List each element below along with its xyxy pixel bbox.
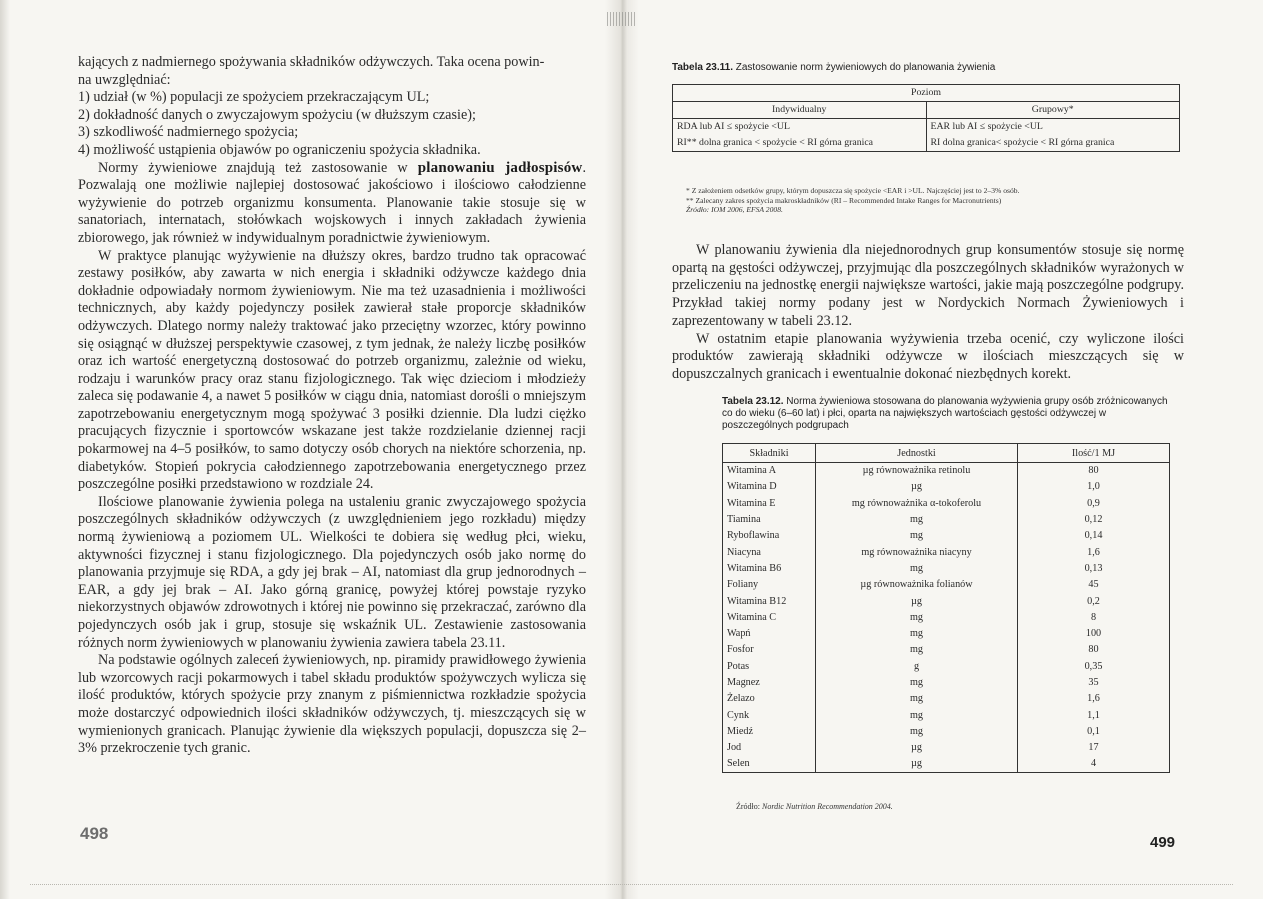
nutrient-cell: Witamina B12	[723, 593, 816, 609]
paragraph-quantitative: Ilościowe planowanie żywienia polega na ustaleniu granic zwyczajowego spożycia poszczególnych składników odżywczych (z uwzględnieniem jego rozkładu) między normą żywieniową a poziomem UL. Wielkości te dobiera się według płci, wieku, aktywności fizycznej i stanu fizjologicznego. Dla pojedynczych osób jako normę do planowania przyjmuje się RDA, a gdy jej brak – AI, natomiast dla grup jednorodnych – EAR, a gdy jej brak – AI. Jako górną granicę, powyżej której powstaje ryzyko niekorzystnych objawów zdrowotnych i której nie powinno się przekraczać, zarówno dla pojedynczych osób jak i grup, stosuje się wskaźnik UL. Zestawienie zastosowania różnych norm żywieniowych w planowaniu żywienia zawiera tabela 23.11.	[78, 493, 586, 651]
nutrient-cell: Ryboflawina	[723, 528, 816, 544]
table1-cell: EAR lub AI ≤ spożycie <UL	[926, 119, 1180, 136]
amount-cell: 1,1	[1018, 707, 1170, 723]
paragraph-density-norm: W planowaniu żywienia dla niejednorodnych grup konsumentów stosuje się normę opartą na gęstości odżywczej, przyjmując dla poszczególnych składników wyrażonych w przeliczeniu na jednostkę energii największe wartości, jakie mają poszczególne podgrupy. Przykład takiej normy podany jest w Nordyckich Normach Żywieniowych i zaprezentowany w tabeli 23.12.	[672, 242, 1184, 329]
table-row	[723, 658, 1170, 674]
unit-cell: mg	[816, 691, 1018, 707]
table-row	[723, 625, 1170, 641]
unit-cell: mg	[816, 707, 1018, 723]
table-23-12	[722, 443, 1170, 773]
list-item: 3) szkodliwość nadmiernego spożycia;	[78, 124, 299, 141]
amount-cell: 0,12	[1018, 511, 1170, 527]
table-row	[723, 495, 1170, 511]
table1-cell: RDA lub AI ≤ spożycie <UL	[673, 119, 927, 136]
amount-cell: 0,2	[1018, 593, 1170, 609]
left-body-text	[78, 54, 586, 758]
table1-notes	[676, 186, 1186, 215]
nutrient-cell: Potas	[723, 658, 816, 674]
continued-line: kających z nadmiernego spożywania składników odżywczych. Taka ocena powin- na uwzględniać:	[78, 54, 545, 88]
nutrient-cell: Witamina D	[723, 479, 816, 495]
table-row	[723, 674, 1170, 690]
page-number-right: 499	[1150, 834, 1176, 851]
unit-cell: mg	[816, 723, 1018, 739]
table1-footnote: * Z założeniem odsetków grupy, którym dopuszcza się spożycie <EAR i >UL. Najczęściej jest to 2–3% osób.	[686, 186, 1020, 195]
table-row	[723, 593, 1170, 609]
amount-cell: 35	[1018, 674, 1170, 690]
nutrient-cell: Fosfor	[723, 642, 816, 658]
amount-cell: 1,0	[1018, 479, 1170, 495]
amount-cell: 80	[1018, 642, 1170, 658]
unit-cell: mg	[816, 609, 1018, 625]
unit-cell: mg	[816, 674, 1018, 690]
amount-cell: 80	[1018, 463, 1170, 479]
unit-cell: µg	[816, 740, 1018, 756]
unit-cell: mg równoważnika niacyny	[816, 544, 1018, 560]
table-row	[723, 707, 1170, 723]
unit-cell: µg	[816, 593, 1018, 609]
table1-cell: RI** dolna granica < spożycie < RI górna granica	[673, 135, 927, 152]
amount-cell: 0,35	[1018, 658, 1170, 674]
page-number-left: 498	[80, 824, 109, 843]
nutrient-cell: Witamina C	[723, 609, 816, 625]
list-item: 1) udział (w %) populacji ze spożyciem przekraczającym UL;	[78, 89, 430, 106]
nutrient-cell: Tiamina	[723, 511, 816, 527]
unit-cell: mg	[816, 642, 1018, 658]
nutrient-cell: Foliany	[723, 577, 816, 593]
table-row	[723, 511, 1170, 527]
unit-cell: µg równoważnika folianów	[816, 577, 1018, 593]
amount-cell: 8	[1018, 609, 1170, 625]
table1-cell: RI dolna granica< spożycie < RI górna granica	[926, 135, 1180, 152]
amount-cell: 0,9	[1018, 495, 1170, 511]
table2-header: Składniki	[723, 444, 816, 463]
table-row	[723, 560, 1170, 576]
nutrient-cell: Selen	[723, 756, 816, 772]
nutrient-cell: Jod	[723, 740, 816, 756]
list-item: 2) dokładność danych o zwyczajowym spożyciu (w dłuższym czasie);	[78, 106, 476, 123]
table2-source: Źródło: Nordic Nutrition Recommendation 2004.	[736, 802, 893, 811]
nutrient-cell: Witamina B6	[723, 560, 816, 576]
scan-mark	[607, 12, 637, 26]
nutrient-cell: Witamina A	[723, 463, 816, 479]
amount-cell: 0,13	[1018, 560, 1170, 576]
unit-cell: mg równoważnika α-tokoferolu	[816, 495, 1018, 511]
paragraph-recommendations: Na podstawie ogólnych zaleceń żywieniowych, np. piramidy prawidłowego żywienia lub wzorcowych racji pokarmowych i tabel składu produktów spożywczych wylicza się ilość produktów, których spożycie przy znanym z piśmiennictwa rozkładzie spożycia może dostarczyć odpowiednich ilości składników odżywczych, tj. mieszczących się w wymienionych granicach. Planując żywienie dla większych populacji, dopuszcza się 2–3% przekroczenie tych granic.	[78, 652, 586, 757]
unit-cell: mg	[816, 625, 1018, 641]
table2-header: Jednostki	[816, 444, 1018, 463]
bold-keyword: planowaniu jadłospisów	[417, 159, 583, 176]
nutrient-cell: Cynk	[723, 707, 816, 723]
unit-cell: mg	[816, 560, 1018, 576]
table-row	[723, 723, 1170, 739]
nutrient-cell: Magnez	[723, 674, 816, 690]
table-row	[723, 756, 1170, 772]
table-row	[723, 528, 1170, 544]
table1-col-group: Grupowy*	[926, 102, 1180, 119]
paragraph-practice: W praktyce planując wyżywienie na dłuższy okres, bardzo trudno tak opracować zestawy posiłków, aby zawarta w nich energia i składniki odżywcze każdego dnia dokładnie odpowiadały normom żywieniowym. Nie ma też uzasadnienia i możliwości technicznych, aby każdy pojedynczy posiłek zawierał stałe proporcje składników odżywczych. Dlatego normy należy traktować jako przeciętny wzorzec, który powinno się osiągnąć w dłuższej perspektywie czasowej, z tym jednak, że należy liczbę posiłków oraz ich wartość energetyczną dostosować do potrzeb organizmu, zależnie od wieku, rodzaju i warunków pracy oraz stanu fizjologicznego. Tak więc dzieciom i młodzieży zaleca się podawanie 4, a nawet 5 posiłków w ciągu dnia, natomiast dorośli o mniejszym zapotrzebowaniu energetycznym mogą spożywać 3 posiłki dziennie. Dla ludzi ciężko pracujących fizycznie i sportowców wskazane jest także rozdzielanie dziennej racji pokarmowej na 4–5 posiłków, to samo dotyczy osób chorych na niektóre schorzenia, np. diabetyków. Stopień pokrycia całodziennego zapotrzebowania energetycznego przez poszczególne posiłki przedstawiono w rozdziale 24.	[78, 247, 586, 493]
table-row	[723, 544, 1170, 560]
nutrient-cell: Miedź	[723, 723, 816, 739]
table-row	[723, 691, 1170, 707]
amount-cell: 4	[1018, 756, 1170, 772]
unit-cell: g	[816, 658, 1018, 674]
unit-cell: µg	[816, 479, 1018, 495]
amount-cell: 1,6	[1018, 691, 1170, 707]
list-item: 4) możliwość ustąpienia objawów po ograniczeniu spożycia składnika.	[78, 141, 481, 158]
amount-cell: 0,1	[1018, 723, 1170, 739]
table-row	[723, 463, 1170, 479]
nutrient-cell: Żelazo	[723, 691, 816, 707]
amount-cell: 100	[1018, 625, 1170, 641]
page-edge	[0, 0, 10, 899]
table-row	[723, 609, 1170, 625]
amount-cell: 1,6	[1018, 544, 1170, 560]
amount-cell: 17	[1018, 740, 1170, 756]
unit-cell: µg	[816, 756, 1018, 772]
table-row	[723, 479, 1170, 495]
table-23-11	[672, 84, 1180, 152]
table-row	[723, 642, 1170, 658]
unit-cell: mg	[816, 528, 1018, 544]
amount-cell: 45	[1018, 577, 1170, 593]
table-row	[723, 577, 1170, 593]
nutrient-cell: Niacyna	[723, 544, 816, 560]
paragraph-planning: Normy żywieniowe znajdują też zastosowanie w planowaniu jadłospisów. Pozwalają one możliwie najlepiej dostosować jakościowo i ilościowo całodzienne wyżywienie do potrzeb organizmu konsumenta. Planowanie takie stosuje się w sanatoriach, internatach, stołówkach wojskowych i innych zakładach żywienia zbiorowego, jak również w indywidualnym poradnictwie żywieniowym.	[78, 159, 586, 246]
table1-col-individual: Indywidualny	[673, 102, 927, 119]
right-body-text	[672, 242, 1184, 384]
amount-cell: 0,14	[1018, 528, 1170, 544]
table2-caption: Tabela 23.12. Norma żywieniowa stosowana do planowania wyżywienia grupy osób zróżnicowanych co do wieku (6–60 lat) i płci, oparta na największych wartościach gęstości odżywczej w poszczególnych podgrupach	[722, 396, 1168, 431]
table1-source: Źródło: IOM 2006, EFSA 2008.	[686, 205, 783, 215]
table-row	[723, 740, 1170, 756]
table1-caption: Tabela 23.11. Zastosowanie norm żywieniowych do planowania żywienia	[672, 62, 996, 73]
book-gutter	[605, 0, 639, 899]
paragraph-final-stage: W ostatnim etapie planowania wyżywienia trzeba ocenić, czy wyliczone ilości produktów zawierają składniki odżywcze w ilościach mieszczących się w dopuszczalnych granicach i ewentualnie dokonać niezbędnych korekt.	[672, 330, 1184, 382]
unit-cell: mg	[816, 511, 1018, 527]
scan-noise	[30, 884, 1233, 886]
unit-cell: µg równoważnika retinolu	[816, 463, 1018, 479]
nutrient-cell: Wapń	[723, 625, 816, 641]
nutrient-cell: Witamina E	[723, 495, 816, 511]
table2-header: Ilość/1 MJ	[1018, 444, 1170, 463]
table1-header-level: Poziom	[673, 85, 1180, 102]
table1-footnote: ** Zalecany zakres spożycia makroskładników (RI – Recommended Intake Ranges for Macronutrients)	[686, 195, 1002, 205]
